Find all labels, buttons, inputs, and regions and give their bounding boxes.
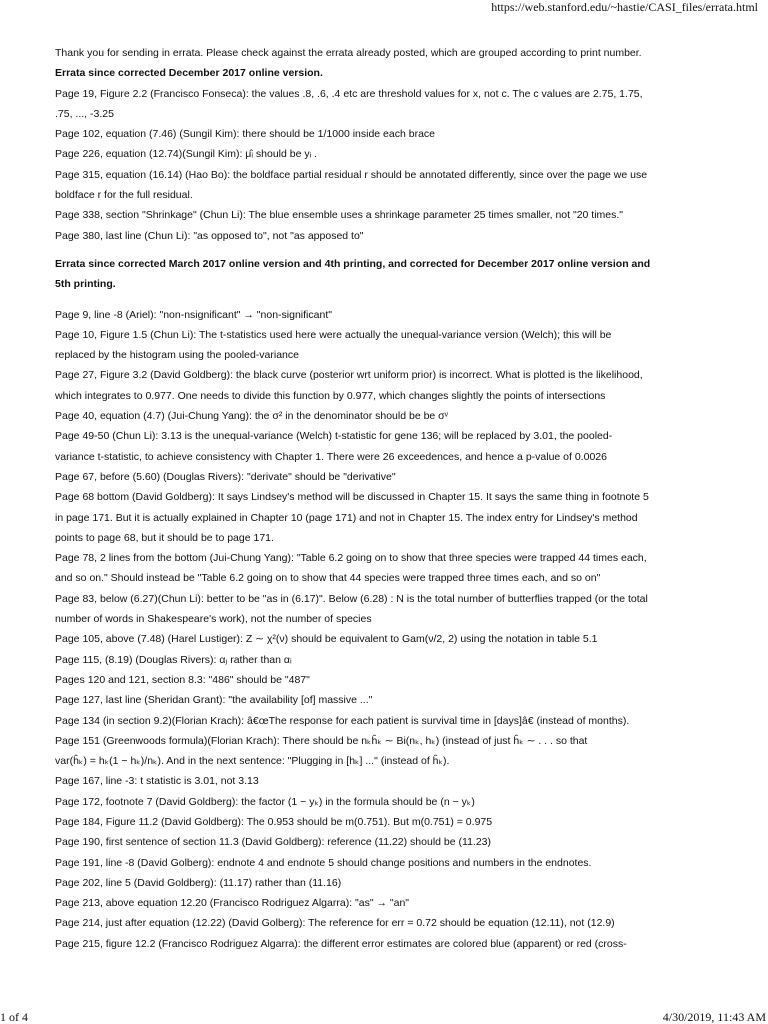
errata-line: Page 151 (Greenwoods formula)(Florian Krach): There should be nₖĥₖ ∼ Bi(nₖ, hₖ) (instead of just ĥₖ ∼ . . . so that <box>55 734 588 747</box>
errata-line: variance t-statistic, to achieve consistency with Chapter 1. There were 26 exceedences, and hence a p-value of 0.0026 <box>55 450 607 463</box>
errata-line: Page 226, equation (12.74)(Sungil Kim): μ̂ᵢ should be yᵢ . <box>55 148 318 161</box>
errata-line: Page 191, line -8 (David Golberg): endnote 4 and endnote 5 should change positions and numbers in the endnotes. <box>55 856 592 869</box>
errata-line: Page 190, first sentence of section 11.3 (David Goldberg): reference (11.22) should be (11.23) <box>55 836 492 849</box>
errata-line: Page 184, Figure 11.2 (David Goldberg): The 0.953 should be m(0.751). But m(0.751) = 0.975 <box>55 815 493 828</box>
errata-line: replaced by the histogram using the pooled-variance <box>55 349 299 362</box>
section1-list <box>55 84 727 246</box>
errata-line: Page 19, Figure 2.2 (Francisco Fonseca): the values .8, .6, .4 etc are threshold values for x, not c. The c values are 2.75, 1.75, <box>55 87 643 100</box>
errata-line: Page 202, line 5 (David Goldberg): (11.17) rather than (11.16) <box>55 876 342 889</box>
errata-line: which integrates to 0.977. One needs to divide this function by 0.977, which changes slightly the points of intersections <box>55 389 606 402</box>
errata-line: number of words in Shakespeare's work), not the number of species <box>55 613 372 626</box>
errata-line: Page 10, Figure 1.5 (Chun Li): The t-statistics used here were actually the unequal-variance version (Welch); this will be <box>55 328 612 341</box>
intro-text: Thank you for sending in errata. Please check against the errata already posted, which are grouped according to print number. <box>55 47 642 59</box>
errata-line: Page 68 bottom (David Goldberg): It says Lindsey's method will be discussed in Chapter 15. It says the same thing in footnote 5 <box>55 491 649 504</box>
errata-line: Page 167, line -3: t statistic is 3.01, not 3.13 <box>55 775 259 788</box>
errata-line: points to page 68, but it should be to page 171. <box>55 531 274 544</box>
page-url: https://web.stanford.edu/~hastie/CASI_files/errata.html <box>491 0 758 14</box>
page-number: 1 of 4 <box>0 1010 28 1024</box>
errata-line: Page 380, last line (Chun Li): "as opposed to", not "as apposed to" <box>55 229 364 242</box>
errata-line: Page 102, equation (7.46) (Sungil Kim): there should be 1/1000 inside each brace <box>55 128 435 141</box>
section1-heading: Errata since corrected December 2017 online version. <box>55 67 323 80</box>
errata-line: Page 172, footnote 7 (David Goldberg): the factor (1 − yₖ) in the formula should be (n − yₖ) <box>55 795 475 808</box>
errata-line: Page 9, line -8 (Ariel): "non-nsignificant" → "non-significant" <box>55 308 332 321</box>
print-datetime: 4/30/2019, 11:43 AM <box>662 1010 766 1024</box>
errata-line: and so on." Should instead be "Table 6.2 going on to show that 44 species were trapped three times each, and so on" <box>55 572 601 585</box>
errata-content <box>55 43 727 954</box>
section2-list <box>55 305 727 955</box>
errata-line: .75, ..., -3.25 <box>55 107 114 120</box>
errata-line: Page 67, before (5.60) (Douglas Rivers): "derivate" should be "derivative" <box>55 470 396 483</box>
errata-line: Page 105, above (7.48) (Harel Lustiger): Z ∼ χ²(ν) should be equivalent to Gam(ν/2, 2) using the notation in table 5.1 <box>55 633 598 646</box>
errata-line: Page 49-50 (Chun Li): 3.13 is the unequal-variance (Welch) t-statistic for gene 136; will be replaced by 3.01, the pooled- <box>55 430 613 443</box>
errata-line: Page 127, last line (Sheridan Grant): "the availability [of] massive ..." <box>55 694 373 707</box>
errata-line: in page 171. But it is actually explained in Chapter 10 (page 171) and not in Chapter 15. The index entry for Lindsey's method <box>55 511 638 524</box>
errata-line: Page 215, figure 12.2 (Francisco Rodriguez Algarra): the different error estimates are colored blue (apparent) or red (cross- <box>55 937 627 950</box>
errata-line: var(ĥₖ) = hₖ(1 − hₖ)/nₖ). And in the next sentence: "Plugging in [hₖ] ..." (instead of ĥₖ). <box>55 755 450 768</box>
section2-heading-line2: 5th printing. <box>55 278 116 291</box>
section2-heading <box>55 254 727 295</box>
errata-line: Page 213, above equation 12.20 (Francisco Rodriguez Algarra): "as" → "an" <box>55 897 410 910</box>
errata-line: Page 338, section "Shrinkage" (Chun Li): The blue ensemble uses a shrinkage parameter 25 times smaller, not "20 times." <box>55 209 624 222</box>
errata-line: Page 115, (8.19) (Douglas Rivers): αⱼ rather than αᵢ <box>55 653 292 666</box>
errata-line: Pages 120 and 121, section 8.3: "486" should be "487" <box>55 673 310 686</box>
errata-line: Page 214, just after equation (12.22) (David Golberg): The reference for err = 0.72 should be equation (12.11), not (12.9) <box>55 917 615 930</box>
errata-line: Page 78, 2 lines from the bottom (Jui-Chung Yang): "Table 6.2 going on to show that three species were trapped 44 times each, <box>55 552 647 565</box>
errata-line: Page 40, equation (4.7) (Jui-Chung Yang): the σ² in the denominator should be be σᵛ <box>55 410 449 423</box>
errata-line: Page 83, below (6.27)(Chun Li): better to be "as in (6.17)". Below (6.28) : N is the total number of butterflies trapped (or the total <box>55 592 648 605</box>
errata-line: Page 134 (in section 9.2)(Florian Krach): â€œThe response for each patient is survival time in [days]â€ (instead of months). <box>55 714 630 727</box>
errata-line: Page 315, equation (16.14) (Hao Bo): the boldface partial residual r should be annotated differently, since over the page we use <box>55 168 648 181</box>
errata-line: Page 27, Figure 3.2 (David Goldberg): the black curve (posterior wrt uniform prior) is incorrect. What is plotted is the likelihood, <box>55 369 643 382</box>
section2-heading-line1: Errata since corrected March 2017 online version and 4th printing, and corrected for December 2017 online version and <box>55 257 651 270</box>
errata-line: boldface r for the full residual. <box>55 189 193 202</box>
